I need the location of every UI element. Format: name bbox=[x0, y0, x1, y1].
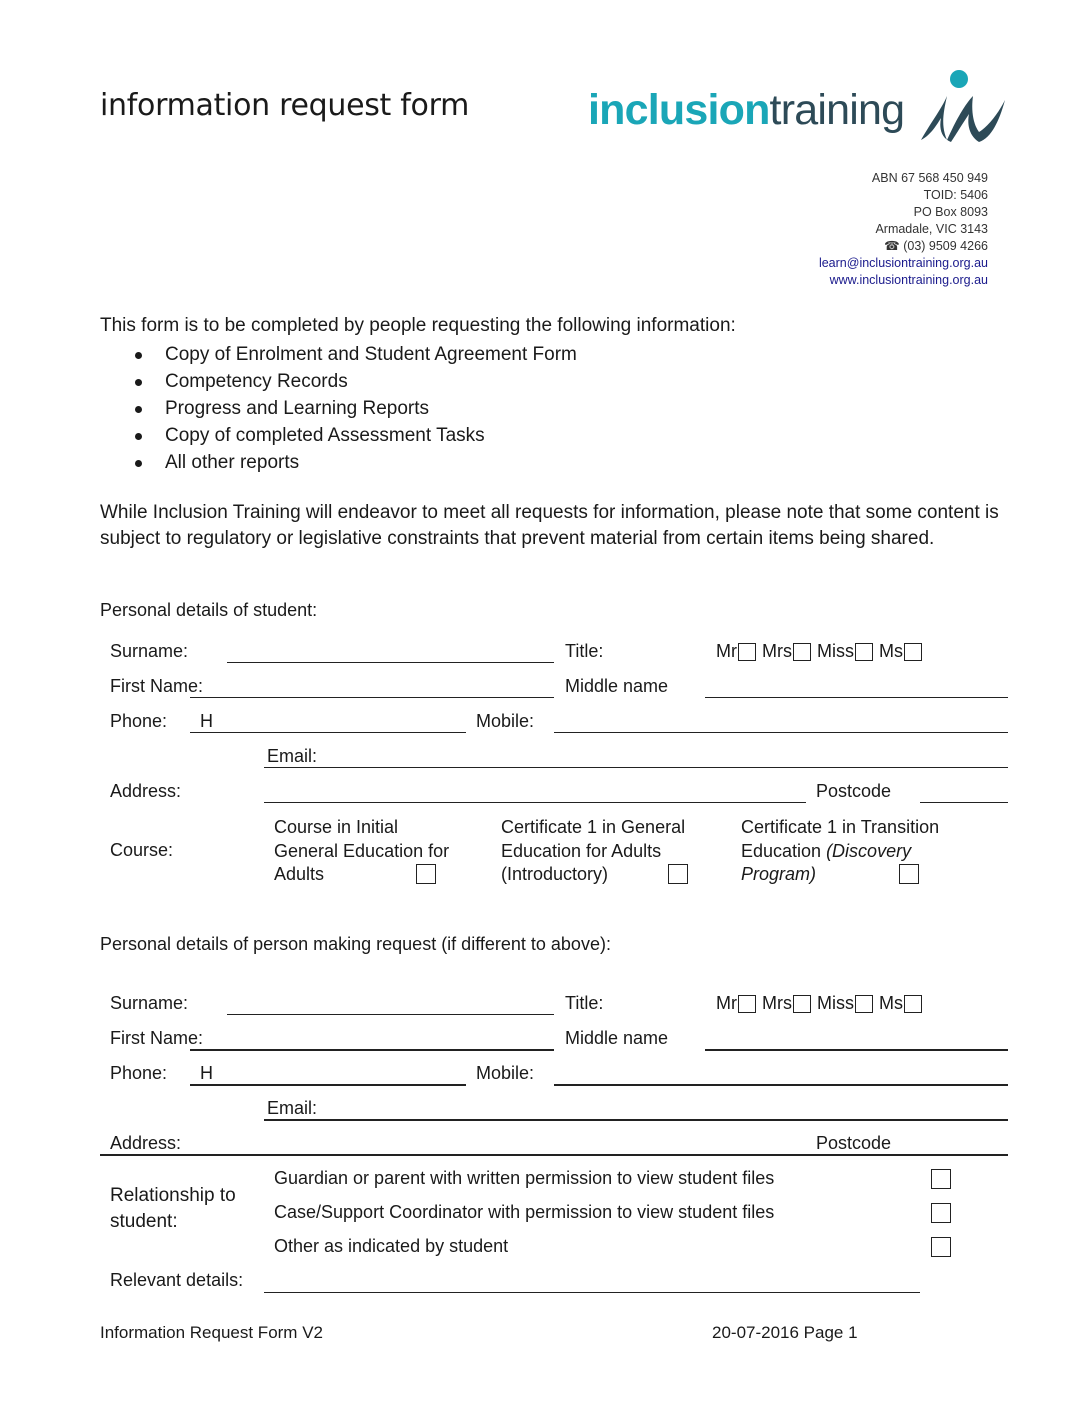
relationship-label: Relationship to student: bbox=[110, 1185, 236, 1232]
course-cert1-general-checkbox[interactable] bbox=[668, 864, 688, 884]
footer-date-page: 20-07-2016 Page 1 bbox=[712, 1323, 858, 1342]
requester-postcode-label: Postcode bbox=[816, 1133, 892, 1153]
page-title: information request form bbox=[100, 88, 470, 123]
relationship-other-checkbox[interactable] bbox=[931, 1237, 951, 1257]
relevant-details-field[interactable] bbox=[264, 1292, 920, 1293]
student-course-label: Course: bbox=[110, 840, 174, 860]
requester-mobile-label: Mobile: bbox=[476, 1063, 535, 1083]
requester-title-label: Title: bbox=[565, 993, 604, 1013]
student-email-label: Email: bbox=[267, 746, 318, 766]
abn-text: ABN 67 568 450 949 bbox=[871, 171, 988, 185]
relationship-option-coordinator: Case/Support Coordinator with permission to view student files bbox=[274, 1202, 775, 1222]
relationship-coordinator-checkbox[interactable] bbox=[931, 1203, 951, 1223]
course-option-cert1-general-education: Certificate 1 in General Education for Adults (Introductory) bbox=[501, 817, 686, 884]
relationship-option-guardian: Guardian or parent with written permission to view student files bbox=[274, 1168, 775, 1188]
intro-lead: This form is to be completed by people requesting the following information: bbox=[100, 315, 736, 336]
course-option-cert1-transition-education: Certificate 1 in Transition Education (Discovery Program) bbox=[741, 817, 940, 884]
requester-title-mrs-checkbox[interactable] bbox=[793, 995, 811, 1013]
relationship-option-other: Other as indicated by student bbox=[274, 1236, 509, 1256]
requester-mobile-field[interactable] bbox=[554, 1084, 1008, 1086]
inclusion-training-logo: inclusiontraining bbox=[588, 66, 1008, 150]
toid-text: TOID: 5406 bbox=[923, 188, 988, 202]
phone-icon: ☎ bbox=[884, 239, 904, 253]
student-title-miss-checkbox[interactable] bbox=[855, 643, 873, 661]
student-mobile-label: Mobile: bbox=[476, 711, 535, 731]
info-list bbox=[130, 341, 577, 476]
disclaimer-paragraph: While Inclusion Training will endeavor to meet all requests for information, please note that some content is subject to regulatory or legislative constraints that prevent material from certain items being shared. bbox=[100, 502, 999, 549]
list-item: Competency Records bbox=[130, 368, 577, 395]
footer-form-name: Information Request Form V2 bbox=[100, 1323, 323, 1342]
student-title-mrs-checkbox[interactable] bbox=[793, 643, 811, 661]
logo-mark-icon bbox=[913, 66, 1013, 146]
requester-email-field[interactable] bbox=[264, 1119, 1008, 1121]
requester-address-label: Address: bbox=[110, 1133, 182, 1153]
website-link[interactable]: www.inclusiontraining.org.au bbox=[829, 273, 988, 287]
student-surname-field[interactable] bbox=[227, 662, 554, 663]
requester-address-field[interactable] bbox=[100, 1154, 1008, 1156]
course-option-initial-general-education: Course in Initial General Education for Adults bbox=[274, 817, 450, 884]
student-email-field[interactable] bbox=[264, 767, 1008, 768]
student-middle-name-label: Middle name bbox=[565, 676, 669, 696]
student-title-options: Mr Mrs Miss Ms bbox=[716, 641, 928, 662]
phone-line: ☎ (03) 9509 4266 bbox=[884, 239, 988, 253]
requester-first-name-label: First Name: bbox=[110, 1028, 204, 1048]
student-postcode-field[interactable] bbox=[920, 802, 1008, 803]
student-first-name-field[interactable] bbox=[190, 697, 554, 698]
requester-section-heading: Personal details of person making request (if different to above): bbox=[100, 934, 611, 954]
requester-phone-field[interactable] bbox=[190, 1084, 466, 1086]
student-middle-name-field[interactable] bbox=[705, 697, 1008, 698]
student-phone-prefix: H bbox=[200, 711, 213, 731]
requester-surname-field[interactable] bbox=[227, 1014, 554, 1015]
student-address-label: Address: bbox=[110, 781, 182, 801]
relevant-details-label: Relevant details: bbox=[110, 1270, 244, 1290]
student-postcode-label: Postcode bbox=[816, 781, 892, 801]
po-box-text: PO Box 8093 bbox=[913, 205, 988, 219]
course-cert1-transition-checkbox[interactable] bbox=[899, 864, 919, 884]
list-item: Copy of completed Assessment Tasks bbox=[130, 422, 577, 449]
requester-phone-label: Phone: bbox=[110, 1063, 168, 1083]
student-title-mr-checkbox[interactable] bbox=[738, 643, 756, 661]
requester-middle-name-label: Middle name bbox=[565, 1028, 669, 1048]
student-title-ms-checkbox[interactable] bbox=[904, 643, 922, 661]
suburb-text: Armadale, VIC 3143 bbox=[875, 222, 988, 236]
requester-title-options: Mr Mrs Miss Ms bbox=[716, 993, 928, 1014]
requester-title-mr-checkbox[interactable] bbox=[738, 995, 756, 1013]
student-first-name-label: First Name: bbox=[110, 676, 204, 696]
requester-first-name-field[interactable] bbox=[190, 1049, 554, 1051]
requester-title-ms-checkbox[interactable] bbox=[904, 995, 922, 1013]
student-title-label: Title: bbox=[565, 641, 604, 661]
requester-middle-name-field[interactable] bbox=[705, 1049, 1008, 1051]
email-link[interactable]: learn@inclusiontraining.org.au bbox=[818, 256, 988, 270]
relationship-guardian-checkbox[interactable] bbox=[931, 1169, 951, 1189]
student-mobile-field[interactable] bbox=[554, 732, 1008, 733]
requester-phone-prefix: H bbox=[200, 1063, 213, 1083]
requester-email-label: Email: bbox=[267, 1098, 318, 1118]
requester-surname-label: Surname: bbox=[110, 993, 189, 1013]
student-address-field[interactable] bbox=[264, 802, 806, 803]
requester-title-miss-checkbox[interactable] bbox=[855, 995, 873, 1013]
contact-block bbox=[819, 170, 988, 289]
student-phone-label: Phone: bbox=[110, 711, 168, 731]
student-surname-label: Surname: bbox=[110, 641, 189, 661]
list-item: Copy of Enrolment and Student Agreement Form bbox=[130, 341, 577, 368]
student-section-heading: Personal details of student: bbox=[100, 600, 318, 620]
course-initial-checkbox[interactable] bbox=[416, 864, 436, 884]
list-item: All other reports bbox=[130, 449, 577, 476]
student-phone-field[interactable] bbox=[190, 732, 466, 733]
list-item: Progress and Learning Reports bbox=[130, 395, 577, 422]
